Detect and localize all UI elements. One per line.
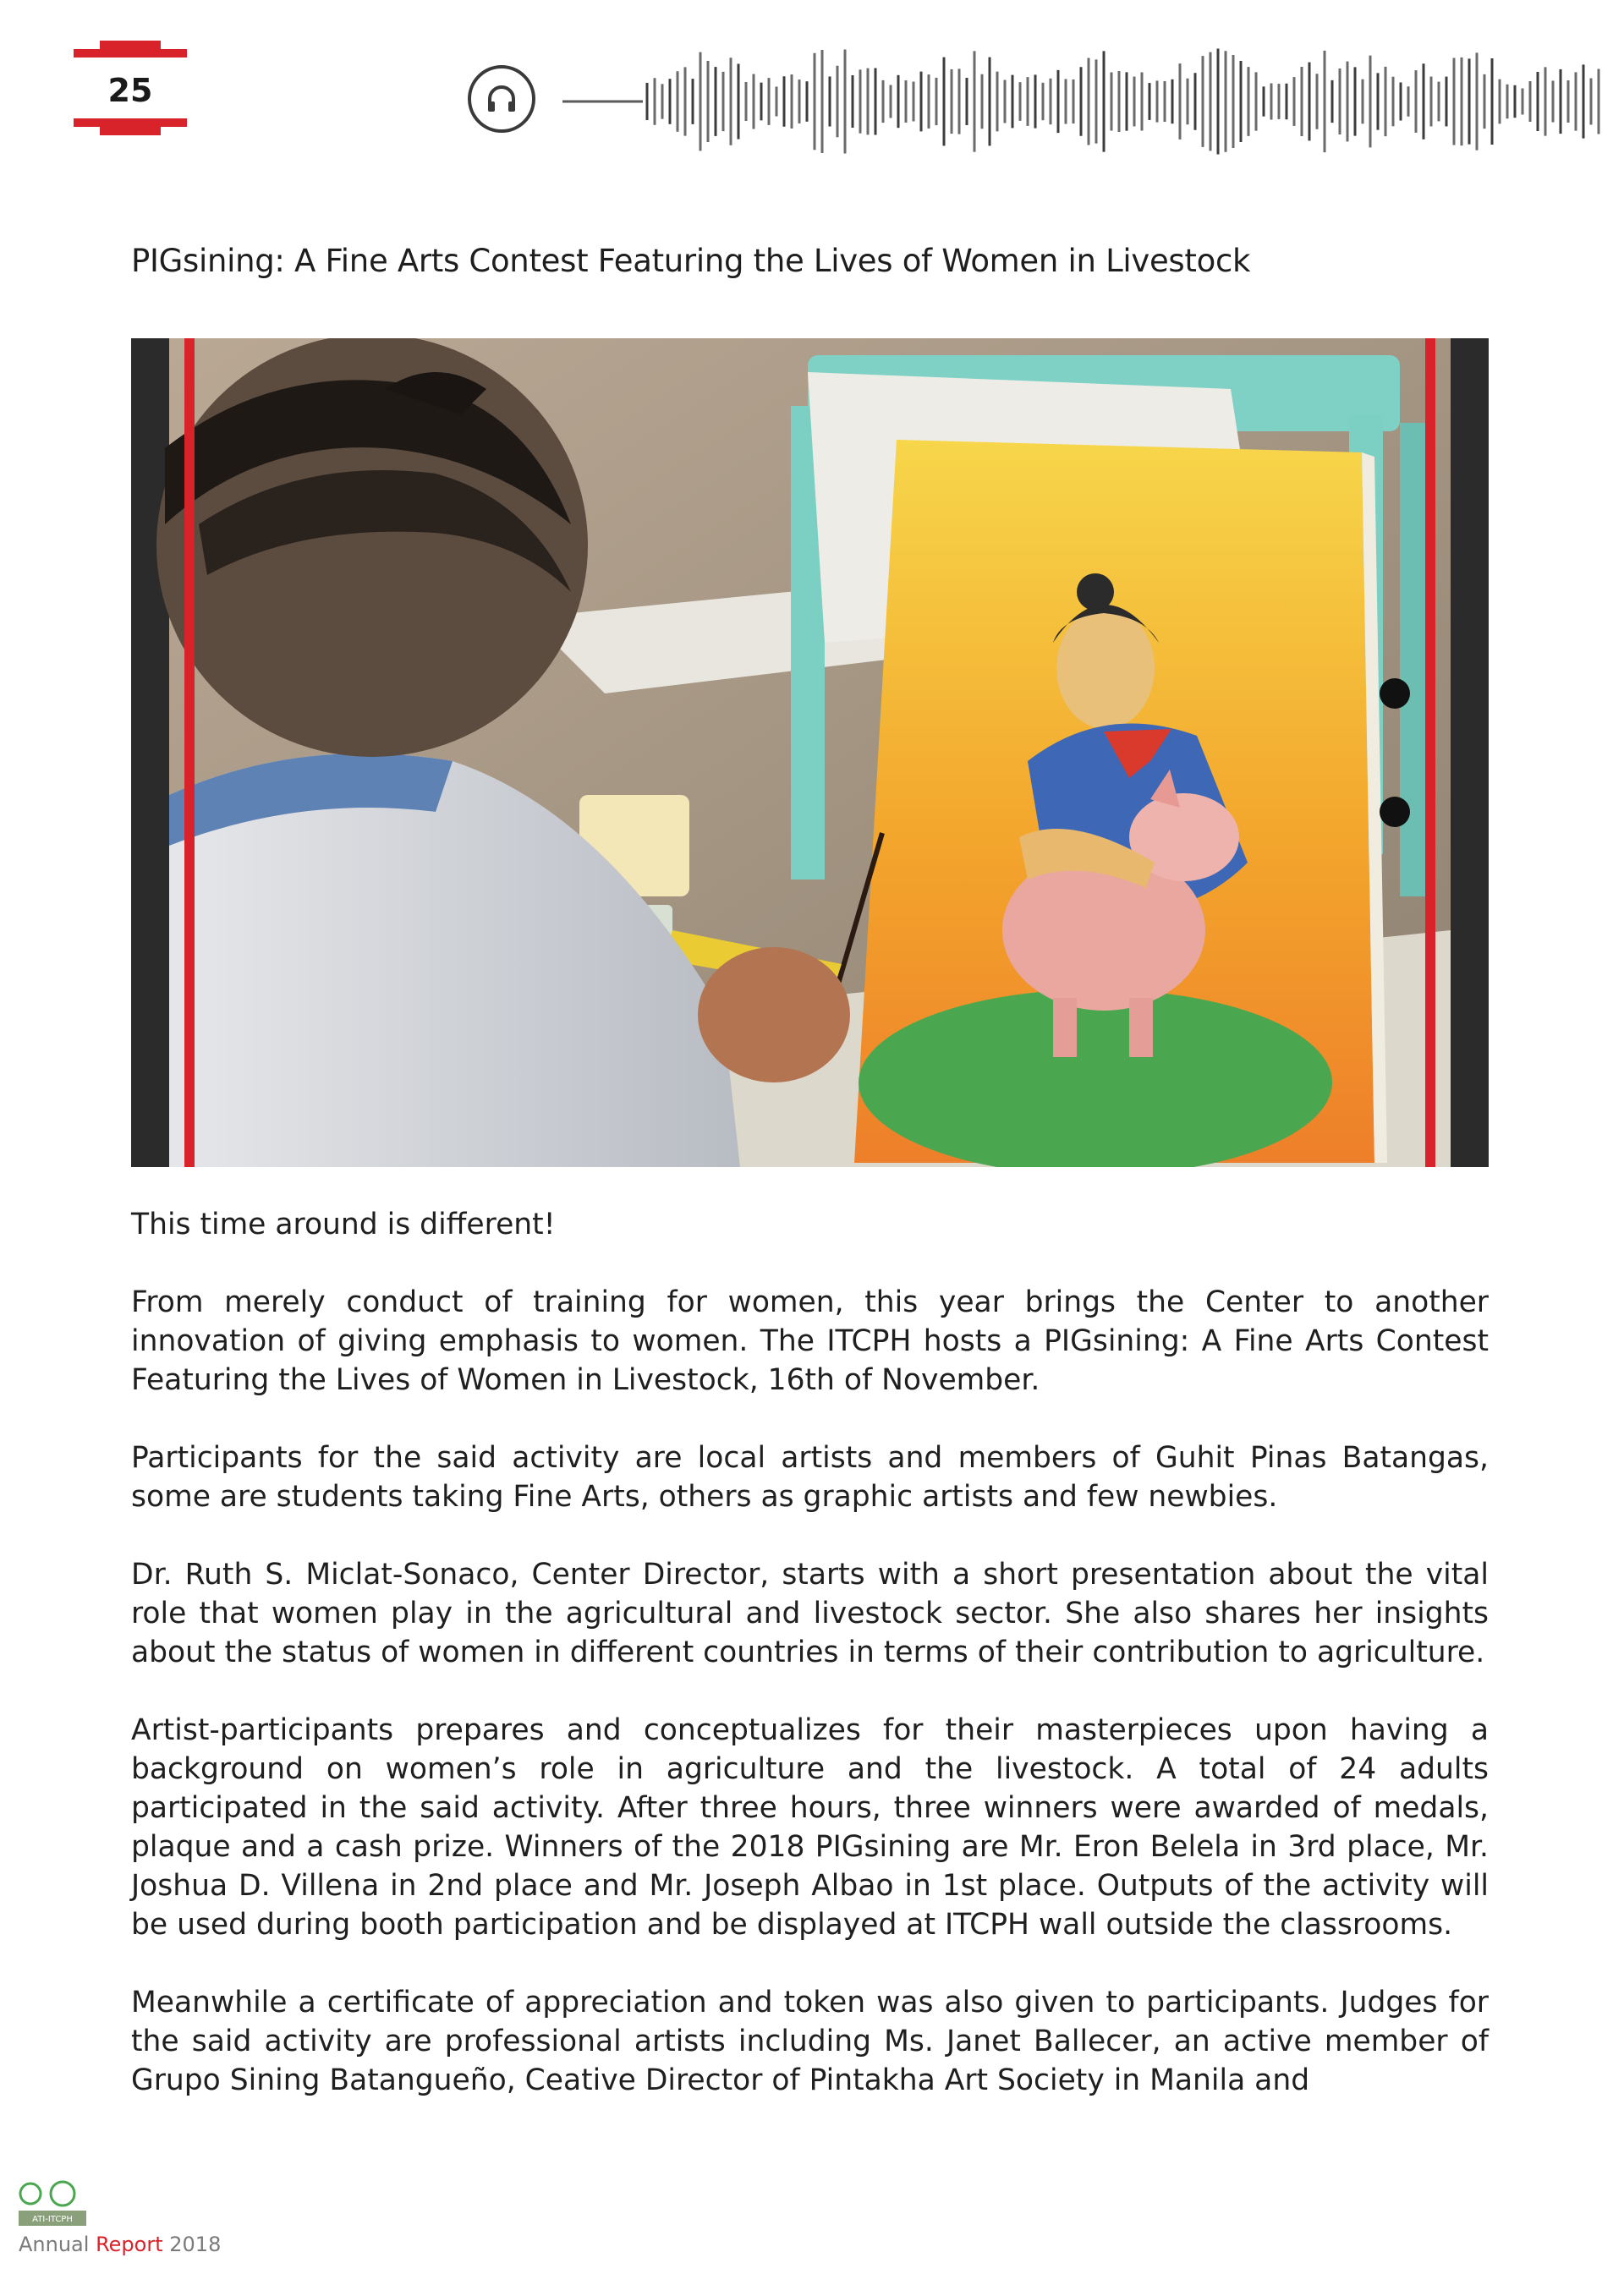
article-body (131, 1205, 1489, 2100)
paragraph-3: Participants for the said activity are local artists and members of Guhit Pinas Batangas, some are students taking Fine Arts, others as graphic artists and few newbies. (131, 1441, 1489, 1514)
article-title: PIGsining: A Fine Arts Contest Featuring the Lives of Women in Livestock (131, 243, 1251, 279)
badge-bottom-tab (100, 125, 161, 135)
footer-logos (19, 2180, 86, 2233)
paragraph-2: From merely conduct of training for women, this year brings the Center to another innovation of giving emphasis to women. The ITCPH hosts a PIGsining: A Fine Arts Contest Featuring the Lives of Women in Livestock, 16th of November. (131, 1285, 1489, 1397)
footer-report-accent: Report (96, 2233, 163, 2256)
paragraph-4: Dr. Ruth S. Miclat-Sonaco, Center Director, starts with a short presentation about the vital role that women play in the agricultural and livestock sector. She also shares her insights about the status of women in different countries in terms of their contribution to agriculture. (131, 1558, 1489, 1669)
paragraph-5: Artist-participants prepares and conceptualizes for their masterpieces upon having a background on women’s role in agriculture and the livestock. A total of 24 adults participated in the said activity. After three hours, three winners were awarded of medals, plaque and a cash prize. Winners of the 2018 PIGsining are Mr. Eron Belela in 3rd place, Mr. Joshua D. Villena in 2nd place and Mr. Joseph Albao in 1st place. Outputs of the activity will be used during booth participation and be displayed at ITCPH wall outside the classrooms. (131, 1713, 1489, 1942)
footer-report-prefix: Annual (19, 2233, 96, 2256)
headphones-icon[interactable] (468, 65, 535, 133)
footer-report-year: 2018 (162, 2233, 222, 2256)
footer-report-label (19, 2233, 221, 2256)
audio-waveform[interactable] (562, 30, 1611, 166)
article-photo (131, 338, 1489, 1167)
paragraph-1: This time around is different! (131, 1208, 556, 1241)
page-number: 25 (107, 72, 153, 109)
badge-top-bar (74, 49, 187, 58)
footer-logo-label: ATI-ITCPH (32, 2215, 73, 2224)
paragraph-6: Meanwhile a certificate of appreciation and token was also given to participants. Judges for the said activity are professional artists including Ms. Janet Ballecer, an active member of Grupo Sining Batangueño, Ceative Director of Pintakha Art Society in Manila and (131, 1986, 1489, 2097)
